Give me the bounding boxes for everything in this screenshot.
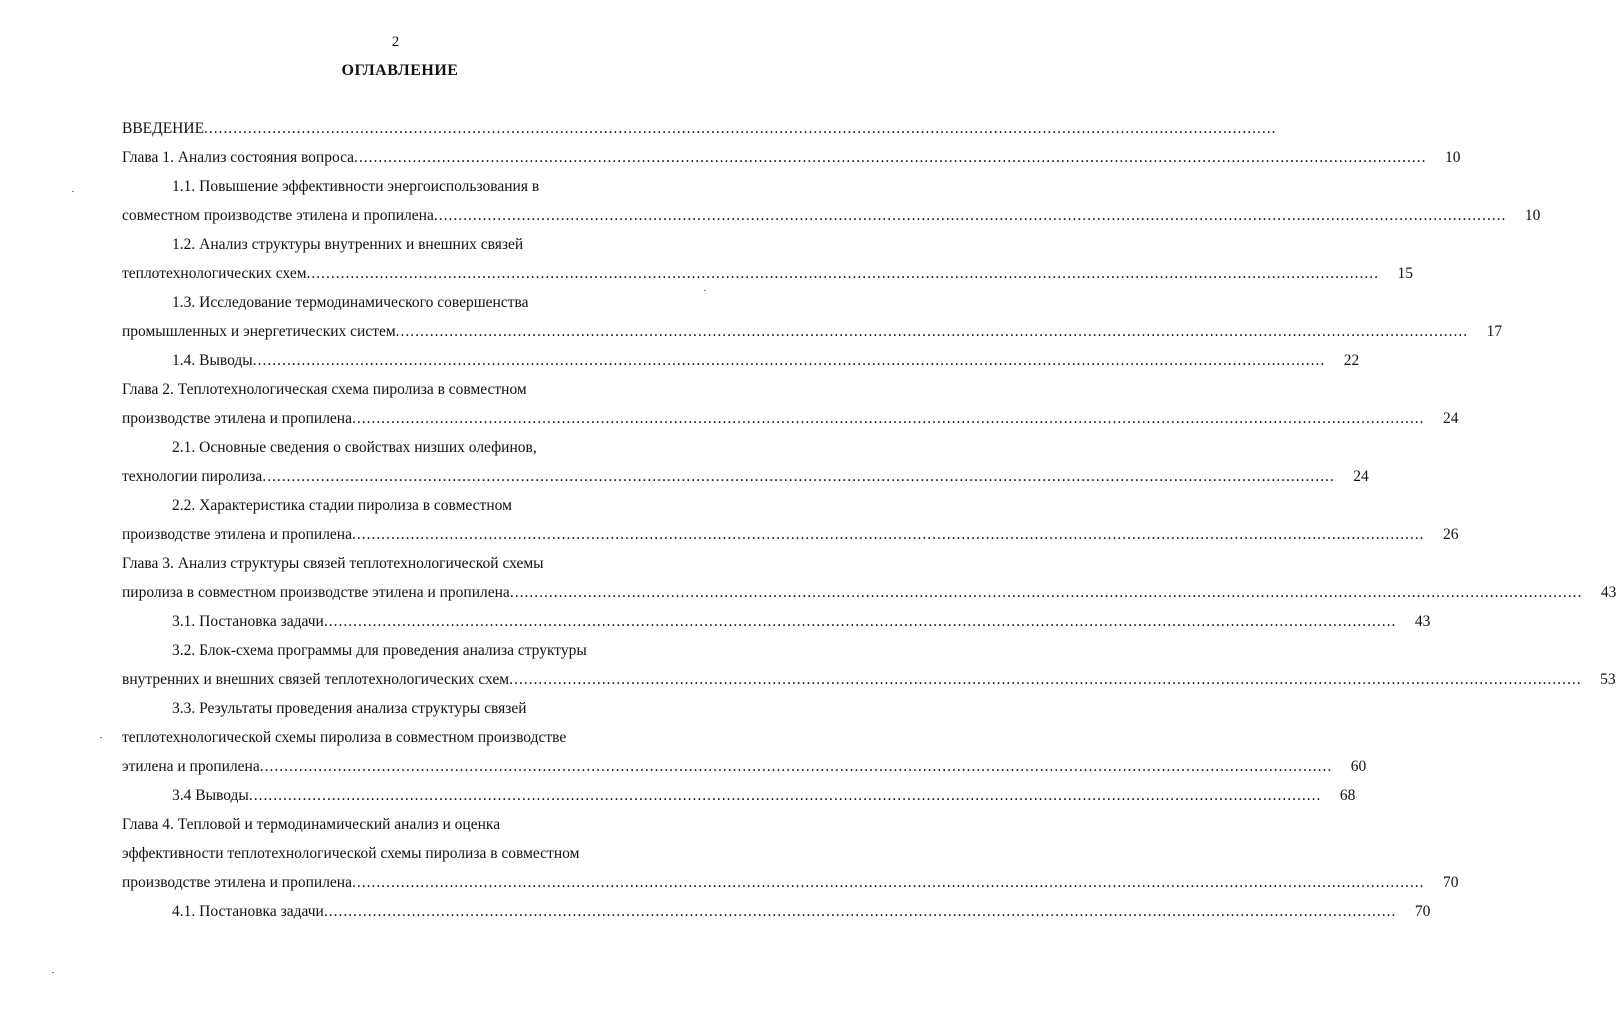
scan-speck: [100, 737, 102, 738]
toc-entry-text: 3.3. Результаты проведения анализа структуры связей: [172, 700, 527, 717]
toc-entry-text: 1.3. Исследование термодинамического совершенства: [172, 294, 529, 311]
toc-entry: [122, 665, 1616, 694]
toc-page-number: 70: [1414, 903, 1431, 920]
toc-entry: [122, 781, 1356, 810]
page-number: 2: [391, 34, 400, 50]
toc-entry: [122, 172, 692, 201]
toc-leader-dots: ............................................................................................................................................................................................................................: [509, 671, 1582, 688]
toc-page-number: 60: [1350, 758, 1367, 775]
toc-leader-dots: ............................................................................................................................................................................................................................: [395, 323, 1469, 340]
toc-entry: [122, 491, 692, 520]
toc-page-number: 24: [1442, 410, 1459, 427]
toc-entry-text: Глава 2. Теплотехнологическая схема пиролиза в совместном: [122, 381, 527, 398]
toc-entry: [122, 346, 1360, 375]
toc-entry: [122, 201, 1541, 230]
toc-entry-text: теплотехнологических схем: [122, 265, 307, 282]
toc-entry-text: эффективности теплотехнологической схемы пиролиза в совместном: [122, 845, 580, 862]
toc-entry: [122, 694, 692, 723]
toc-page-number: 43: [1414, 613, 1431, 630]
toc-entry: [122, 114, 1277, 143]
toc-entry-text: производстве этилена и пропилена: [122, 526, 352, 543]
toc-entry-text: Глава 1. Анализ состояния вопроса: [122, 149, 355, 166]
toc-page-number: 10: [1445, 149, 1461, 166]
toc-entry: [122, 723, 692, 752]
toc-entry-text: этилена и пропилена: [122, 758, 260, 775]
toc-entry-text: промышленных и энергетических систем: [122, 323, 396, 340]
toc-entry-text: 1.2. Анализ структуры внутренних и внешних связей: [172, 236, 524, 253]
toc-page-number: 22: [1343, 352, 1360, 369]
toc-page-number: 53: [1600, 671, 1616, 688]
toc-page-number: 43: [1600, 584, 1616, 601]
toc-leader-dots: ............................................................................................................................................................................................................................: [354, 149, 1427, 166]
toc-leader-dots: ............................................................................................................................................................................................................................: [351, 410, 1425, 427]
toc-entry: [122, 433, 692, 462]
toc-entry: [122, 810, 692, 839]
toc-leader-dots: ............................................................................................................................................................................................................................: [351, 526, 1425, 543]
toc-entry-text: производстве этилена и пропилена: [122, 410, 352, 427]
toc-entry: [122, 462, 1369, 491]
toc-entry: [122, 520, 1459, 549]
toc-leader-dots: ............................................................................................................................................................................................................................: [323, 903, 1397, 920]
toc-leader-dots: ............................................................................................................................................................................................................................: [204, 120, 1277, 137]
toc-entry-text: совместном производстве этилена и пропилена: [122, 207, 434, 224]
toc-leader-dots: ............................................................................................................................................................................................................................: [248, 787, 1322, 804]
toc-entry: [122, 375, 692, 404]
scan-speck: [52, 972, 54, 973]
toc-leader-dots: ............................................................................................................................................................................................................................: [262, 468, 1335, 485]
toc-entry-text: пиролиза в совместном производстве этилена и пропилена: [122, 584, 510, 601]
toc-entry: [122, 288, 692, 317]
toc-entry: [122, 404, 1459, 433]
toc-entry: [122, 259, 1414, 288]
toc-page-number: 68: [1339, 787, 1356, 804]
toc-entry-text: 1.4. Выводы: [172, 352, 253, 369]
toc-entry: [122, 897, 1431, 926]
scan-speck: [72, 191, 74, 192]
toc-leader-dots: ............................................................................................................................................................................................................................: [259, 758, 1333, 775]
toc-entry-text: 2.1. Основные сведения о свойствах низших олефинов,: [172, 439, 537, 456]
toc-entry-text: внутренних и внешних связей теплотехнологических схем: [122, 671, 510, 688]
table-of-contents: [122, 114, 1616, 926]
toc-entry: [122, 578, 1616, 607]
toc-entry: [122, 868, 1459, 897]
toc-entry-text: ВВЕДЕНИЕ: [122, 120, 205, 137]
toc-entry-text: Глава 3. Анализ структуры связей теплотехнологической схемы: [122, 555, 544, 572]
toc-leader-dots: ............................................................................................................................................................................................................................: [509, 584, 1583, 601]
toc-entry: [122, 549, 692, 578]
toc-entry-text: 3.2. Блок-схема программы для проведения анализа структуры: [172, 642, 587, 659]
toc-entry: [122, 230, 692, 259]
toc-entry: [122, 143, 1461, 172]
toc-entry: [122, 636, 692, 665]
toc-entry-text: технологии пиролиза: [122, 468, 263, 485]
toc-entry-text: 4.1. Постановка задачи: [172, 903, 324, 920]
toc-page-number: 17: [1486, 323, 1503, 340]
toc-entry: [122, 317, 1503, 346]
toc-leader-dots: ............................................................................................................................................................................................................................: [323, 613, 1397, 630]
toc-entry-text: 3.4 Выводы: [172, 787, 249, 804]
toc-entry: [122, 607, 1431, 636]
toc-page-number: 70: [1442, 874, 1459, 891]
toc-title: ОГЛАВЛЕНИЕ: [341, 62, 459, 79]
toc-leader-dots: ............................................................................................................................................................................................................................: [351, 874, 1425, 891]
toc-entry-text: Глава 4. Тепловой и термодинамический анализ и оценка: [122, 816, 501, 833]
toc-leader-dots: ............................................................................................................................................................................................................................: [252, 352, 1326, 369]
toc-page-number: 26: [1442, 526, 1459, 543]
toc-entry: [122, 839, 692, 868]
toc-entry-text: 1.1. Повышение эффективности энергоиспользования в: [172, 178, 540, 195]
toc-leader-dots: ............................................................................................................................................................................................................................: [306, 265, 1380, 282]
toc-page-number: 15: [1397, 265, 1414, 282]
toc-entry-text: производстве этилена и пропилена: [122, 874, 352, 891]
toc-page-number: 24: [1353, 468, 1369, 485]
toc-entry-text: теплотехнологической схемы пиролиза в совместном производстве: [122, 729, 567, 746]
toc-entry-text: 2.2. Характеристика стадии пиролиза в совместном: [172, 497, 512, 514]
scan-speck: [704, 290, 706, 291]
toc-entry: [122, 752, 1367, 781]
toc-leader-dots: ............................................................................................................................................................................................................................: [433, 207, 1507, 224]
toc-entry-text: 3.1. Постановка задачи: [172, 613, 324, 630]
toc-page-number: 10: [1524, 207, 1541, 224]
